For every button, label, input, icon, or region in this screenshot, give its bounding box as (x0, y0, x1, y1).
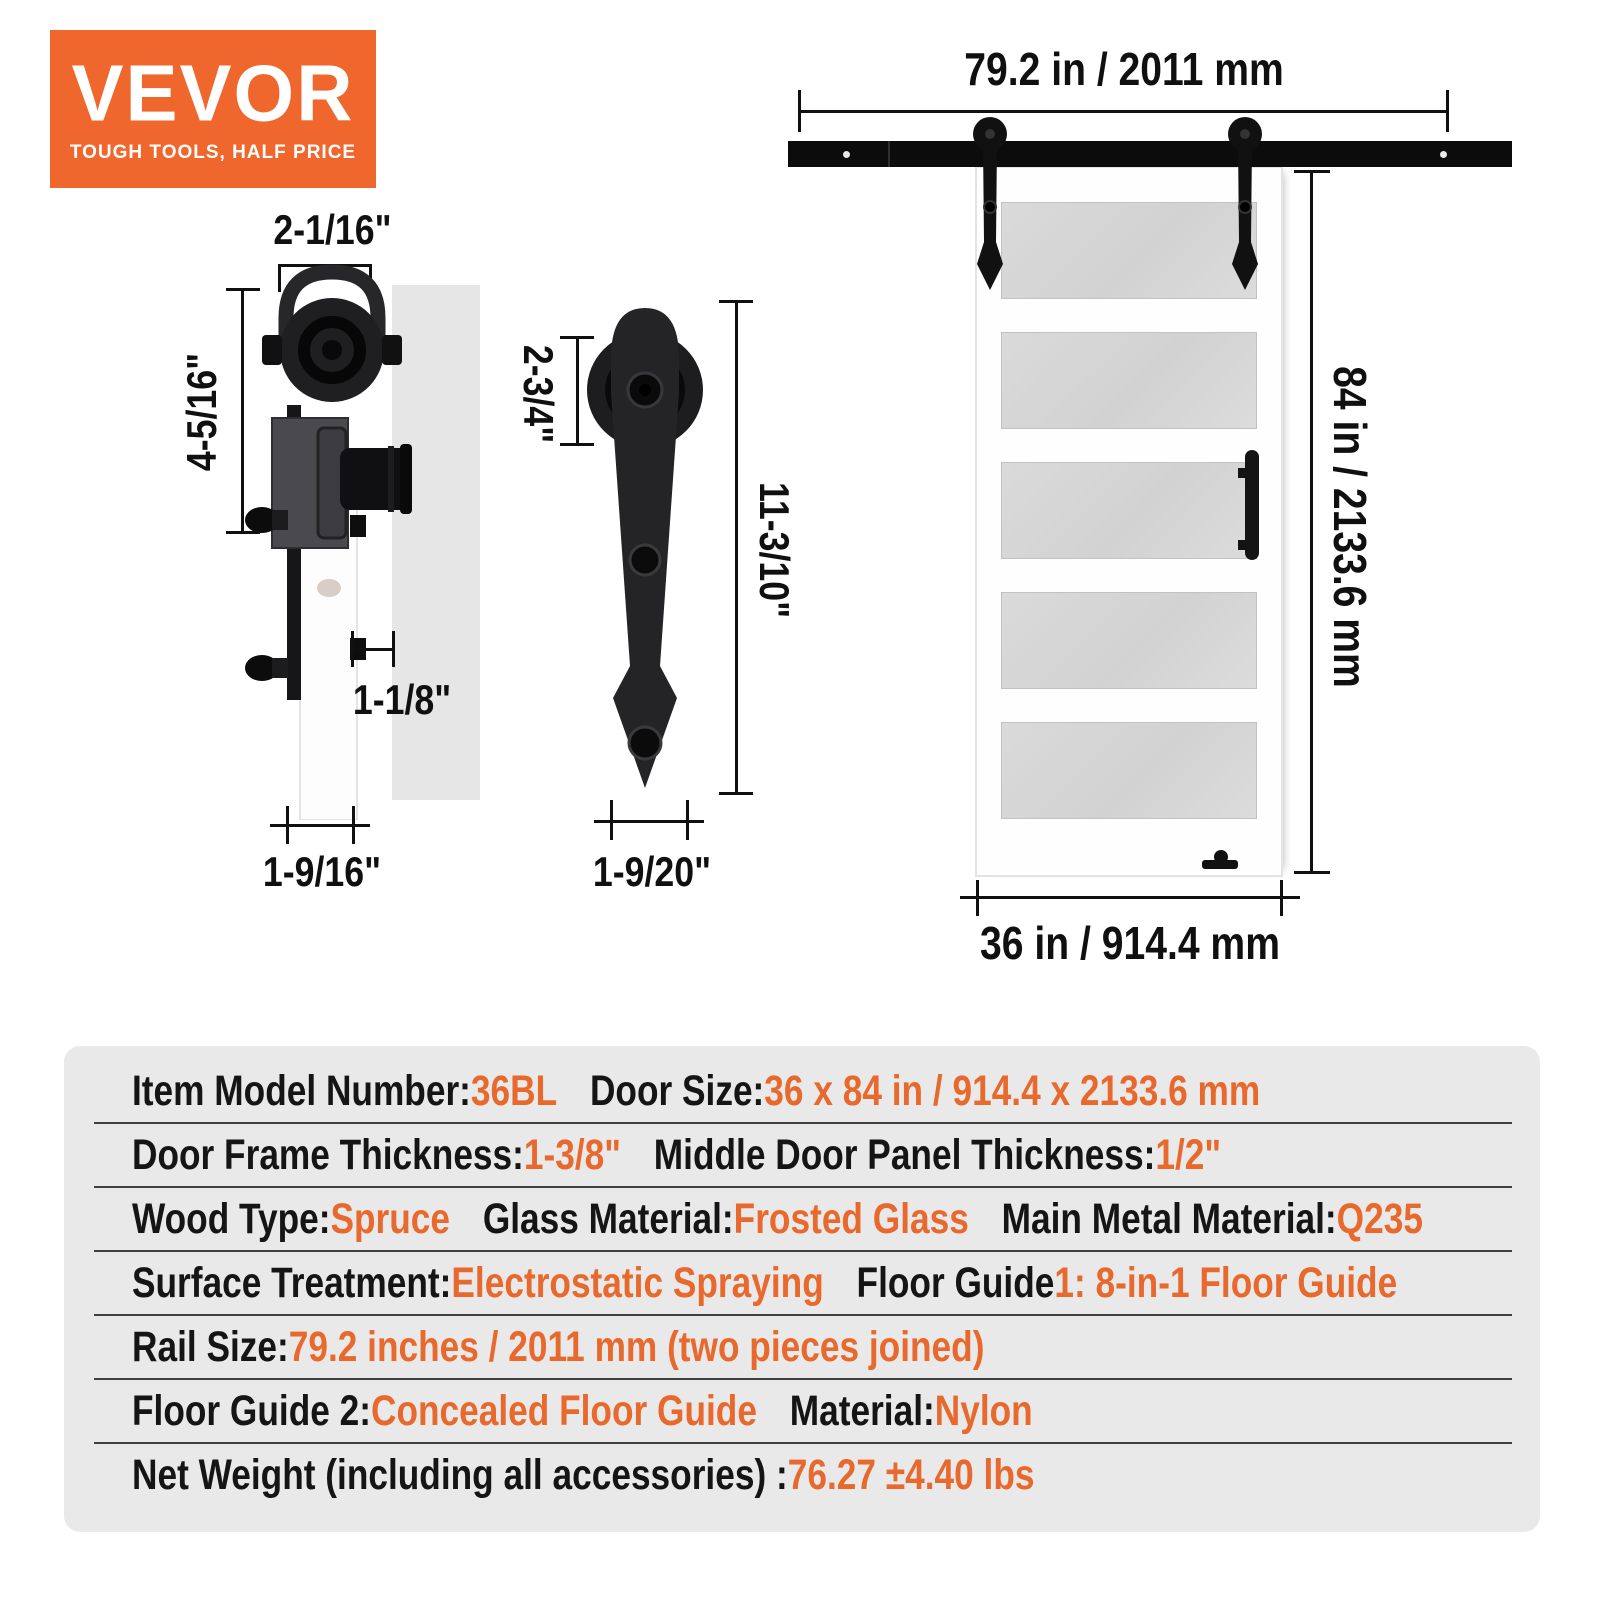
dim-door-wall-gap: 1-1/8" (352, 676, 452, 723)
dim-line (594, 820, 704, 823)
spec-segment: Surface Treatment: (132, 1258, 452, 1307)
spec-segment: 1: 8-in-1 Floor Guide (1054, 1258, 1398, 1307)
frosted-glass-panel (1001, 462, 1257, 559)
dim-tick (1446, 90, 1449, 132)
brand-wordmark: VEVOR (71, 48, 355, 138)
spec-segment: Material: (789, 1386, 935, 1435)
dim-tick (226, 288, 260, 291)
rail-joint-seam (888, 141, 890, 167)
frosted-glass-panel (1001, 592, 1257, 689)
dim-tick (798, 90, 801, 132)
dim-tick (351, 631, 354, 667)
dim-roller-top-width: 2-1/16" (273, 206, 392, 253)
dim-line (1310, 172, 1313, 874)
spec-segment: Nylon (934, 1386, 1033, 1435)
rail-screw-hole (1440, 151, 1447, 158)
rail-screw-hole (843, 151, 850, 158)
spec-segment: 36 x 84 in / 914.4 x 2133.6 mm (764, 1066, 1261, 1115)
dim-tick (392, 631, 395, 667)
spec-row (94, 1060, 1512, 1122)
dim-tick (719, 300, 753, 303)
spec-row-text (132, 1451, 1034, 1500)
handle-standoff (1238, 540, 1247, 550)
spec-segment: 36BL (470, 1066, 558, 1115)
spec-segment: Item Model Number: (132, 1066, 471, 1115)
dim-line (735, 302, 738, 794)
floor-guide-knob (1214, 850, 1228, 864)
dim-line (353, 648, 395, 651)
spec-row-text (132, 1067, 1260, 1116)
dim-tick (1294, 871, 1330, 874)
spec-segment: Q235 (1336, 1194, 1423, 1243)
frosted-glass-panel (1001, 722, 1257, 819)
dim-line (800, 110, 1448, 113)
spec-segment: Wood Type: (132, 1194, 331, 1243)
spec-row (94, 1442, 1512, 1506)
spec-segment: 1-3/8" (523, 1130, 621, 1179)
frosted-glass-panel (1001, 332, 1257, 429)
spec-segment: Main Metal Material: (1001, 1194, 1337, 1243)
spec-row-text (132, 1195, 1423, 1244)
spec-segment: Door Frame Thickness: (132, 1130, 524, 1179)
sliding-rail (788, 141, 1512, 167)
brand-tagline: TOUGH TOOLS, HALF PRICE (69, 142, 357, 163)
spec-segment: Concealed Floor Guide (370, 1386, 757, 1435)
dim-line (960, 896, 1300, 899)
spec-row-text (132, 1387, 1033, 1436)
spec-segment: Spruce (330, 1194, 451, 1243)
dim-line (576, 338, 579, 446)
spec-segment: Middle Door Panel Thickness: (653, 1130, 1156, 1179)
dim-line (241, 290, 244, 533)
vevor-logo (50, 30, 376, 188)
spec-segment: 79.2 inches / 2011 mm (two pieces joined) (288, 1322, 985, 1371)
spec-segment: Net Weight (including all accessories) : (132, 1450, 788, 1499)
dim-rail-length: 79.2 in / 2011 mm (964, 43, 1284, 95)
dim-door-thickness: 1-9/16" (262, 848, 382, 895)
spec-row-text (132, 1323, 984, 1372)
hanger-front-view-graphic (580, 298, 712, 800)
spec-row (94, 1250, 1512, 1314)
spec-segment: Glass Material: (482, 1194, 734, 1243)
dim-roller-diameter: 2-3/4" (515, 344, 562, 444)
spec-row-text (132, 1259, 1397, 1308)
roller-side-view-graphic (240, 258, 430, 820)
dim-tick (560, 443, 594, 446)
dim-tick (560, 336, 594, 339)
spec-segment: Frosted Glass (733, 1194, 969, 1243)
spec-row (94, 1186, 1512, 1250)
spec-row (94, 1122, 1512, 1186)
spec-row (94, 1314, 1512, 1378)
dim-hanger-length: 11-3/10" (751, 481, 798, 619)
spec-segment: Rail Size: (132, 1322, 289, 1371)
spec-row (94, 1378, 1512, 1442)
spec-row-text (132, 1131, 1221, 1180)
dim-roller-height: 4-5/16" (178, 352, 225, 472)
dim-line (270, 824, 370, 827)
spec-segment: Floor Guide 2: (132, 1386, 371, 1435)
door-hanger-left (962, 112, 1018, 332)
dim-door-height: 84 in / 2133.6 mm (1324, 366, 1376, 688)
spec-table (64, 1046, 1540, 1532)
spec-segment: Floor Guide (856, 1258, 1055, 1307)
handle-standoff (1238, 468, 1247, 478)
dim-hanger-width: 1-9/20" (592, 848, 712, 895)
dim-tick (1294, 170, 1330, 173)
spec-segment: Door Size: (589, 1066, 765, 1115)
spec-segment: 76.27 ±4.40 lbs (787, 1450, 1035, 1499)
door-handle (1245, 450, 1259, 560)
spec-segment: 1/2" (1155, 1130, 1222, 1179)
spec-segment: Electrostatic Spraying (451, 1258, 824, 1307)
door-hanger-right (1217, 112, 1273, 332)
dim-tick (226, 531, 260, 534)
dim-door-width: 36 in / 914.4 mm (980, 917, 1280, 969)
dim-tick (719, 792, 753, 795)
